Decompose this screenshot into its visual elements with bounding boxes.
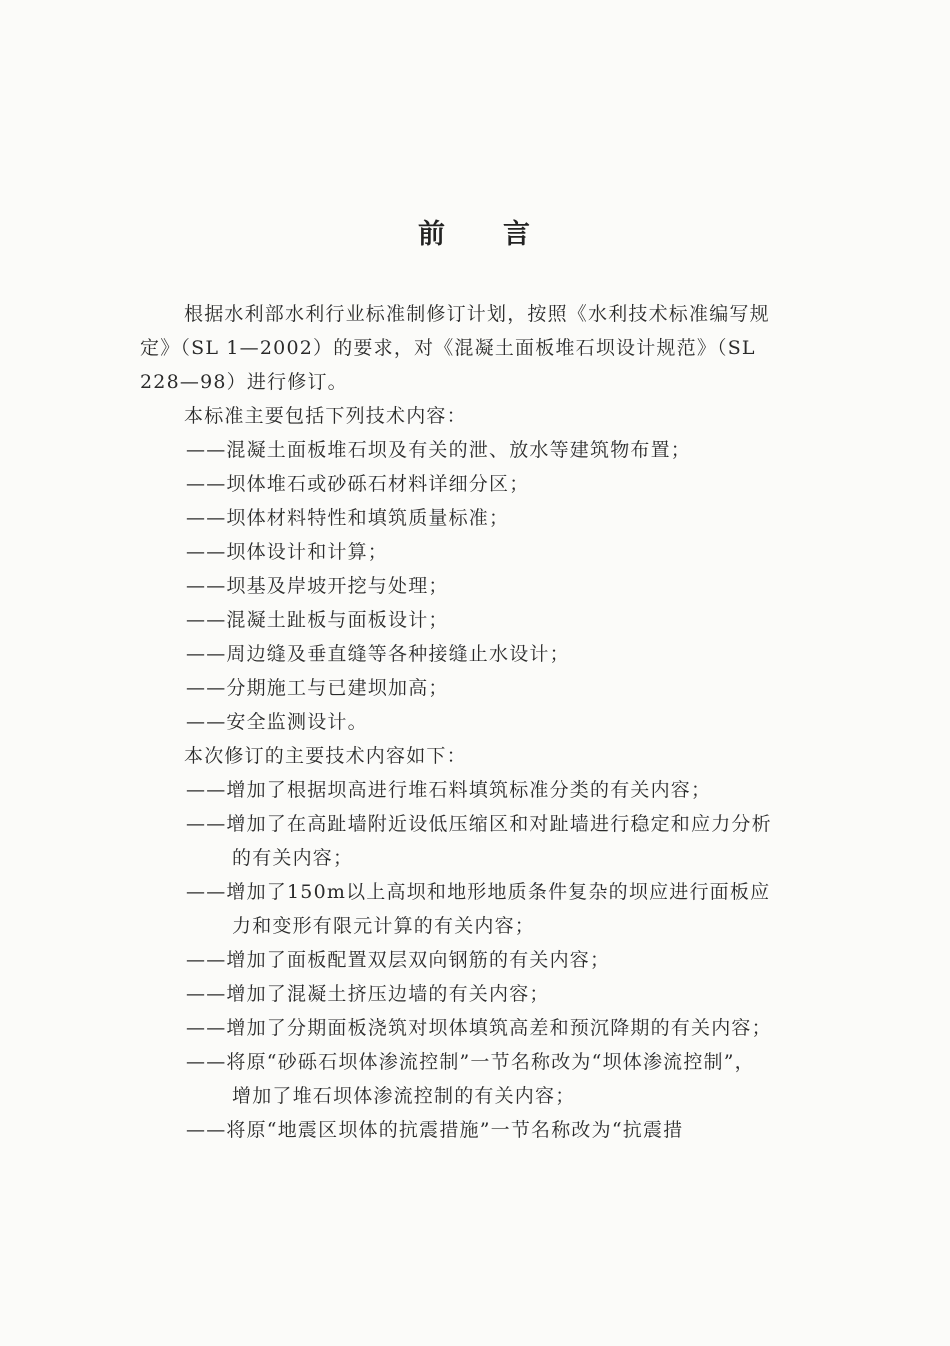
revision-item: ——将原“地震区坝体的抗震措施”一节名称改为“抗震措 bbox=[186, 1119, 684, 1141]
title-char-1: 前 bbox=[418, 219, 447, 250]
intro-paragraph: 根据水利部水利行业标准制修订计划，按照《水利技术标准编写规定》（SL 1—2002）的要求，对《混凝土面板堆石坝设计规范》（SL 228—98）进行修订。 bbox=[140, 303, 770, 393]
content-item: ——坝基及岸坡开挖与处理； bbox=[186, 575, 449, 597]
content-item: ——坝体材料特性和填筑质量标准； bbox=[186, 507, 510, 529]
content-item: ——混凝土面板堆石坝及有关的泄、放水等建筑物布置； bbox=[186, 439, 692, 461]
content-item: ——坝体设计和计算； bbox=[186, 541, 389, 563]
document-body bbox=[140, 297, 772, 1147]
title-char-2: 言 bbox=[503, 219, 532, 250]
revision-item: ——增加了分期面板浇筑对坝体填筑高差和预沉降期的有关内容； bbox=[186, 1017, 772, 1039]
revision-item: ——将原“砂砾石坝体渗流控制”一节名称改为“坝体渗流控制”，增加了堆石坝体渗流控制的有关内容； bbox=[186, 1051, 755, 1107]
page-title bbox=[0, 212, 950, 251]
content-item: ——周边缝及垂直缝等各种接缝止水设计； bbox=[186, 643, 570, 665]
content-item: ——坝体堆石或砂砾石材料详细分区； bbox=[186, 473, 530, 495]
content-item: ——混凝土趾板与面板设计； bbox=[186, 609, 449, 631]
revision-item: ——增加了根据坝高进行堆石料填筑标准分类的有关内容； bbox=[186, 779, 712, 801]
revision-heading: 本次修订的主要技术内容如下： bbox=[184, 745, 467, 767]
content-item: ——分期施工与已建坝加高； bbox=[186, 677, 449, 699]
revision-item: ——增加了在高趾墙附近设低压缩区和对趾墙进行稳定和应力分析的有关内容； bbox=[186, 813, 772, 869]
content-item: ——安全监测设计。 bbox=[186, 711, 368, 733]
revision-item: ——增加了150m以上高坝和地形地质条件复杂的坝应进行面板应力和变形有限元计算的有关内容； bbox=[186, 881, 771, 937]
revision-item: ——增加了面板配置双层双向钢筋的有关内容； bbox=[186, 949, 611, 971]
revision-item: ——增加了混凝土挤压边墙的有关内容； bbox=[186, 983, 550, 1005]
content-heading: 本标准主要包括下列技术内容： bbox=[184, 405, 467, 427]
